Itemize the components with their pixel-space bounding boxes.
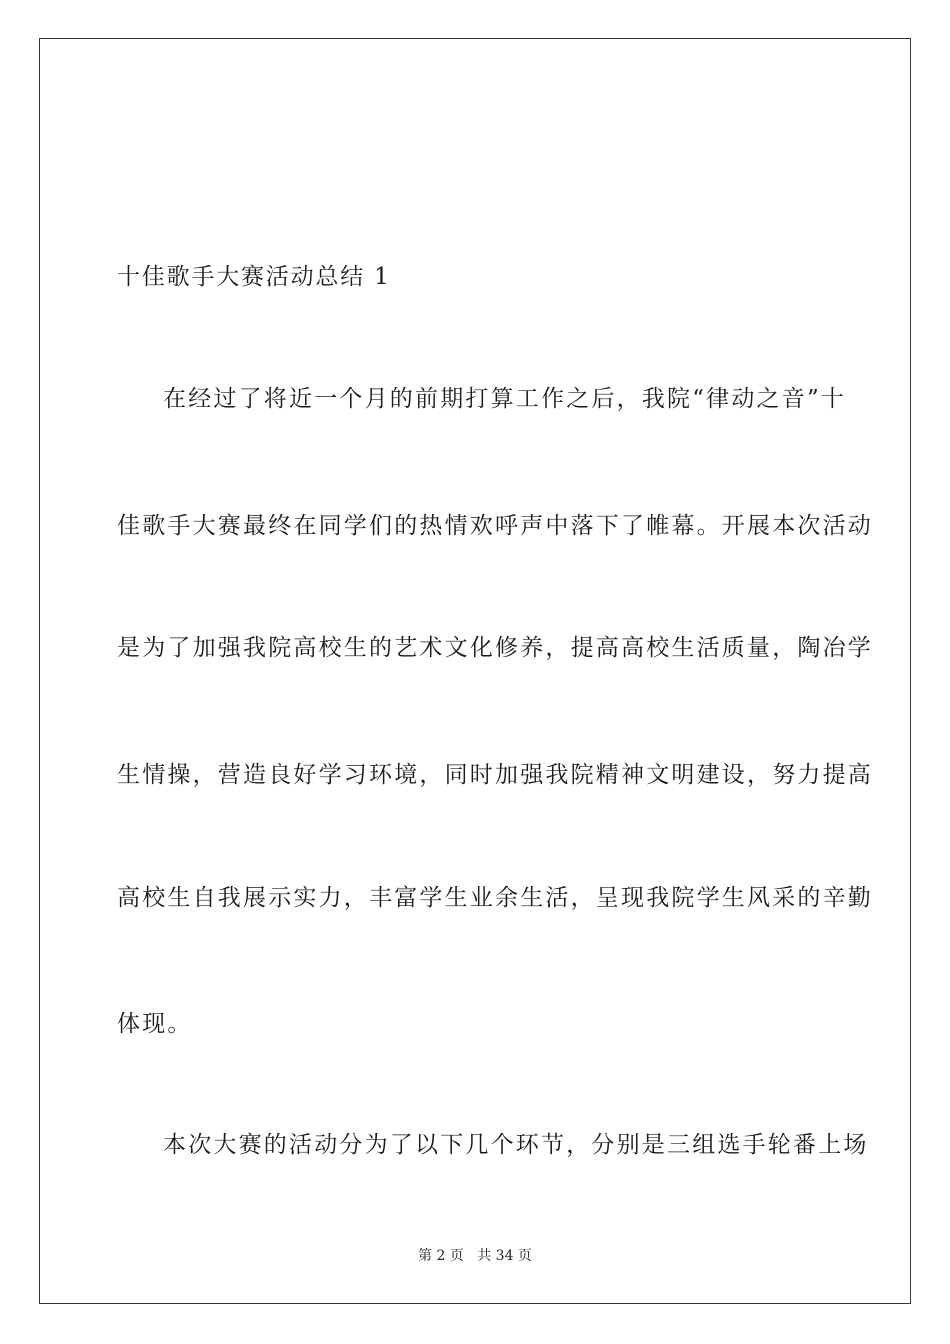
paragraph-line: 生情操，营造良好学习环境，同时加强我院精神文明建设，努力提高	[117, 762, 873, 788]
total-pages: 共 34 页	[477, 1248, 532, 1264]
paragraph-line: 在经过了将近一个月的前期打算工作之后，我院“律动之音”十	[163, 386, 847, 412]
paragraph-line: 体现。	[117, 1011, 193, 1037]
paragraph-line: 本次大赛的活动分为了以下几个环节，分别是三组选手轮番上场	[163, 1132, 869, 1158]
document-title: 十佳歌手大赛活动总结 1	[117, 264, 391, 290]
page-number: 第 2 页	[418, 1248, 464, 1264]
paragraph-line: 佳歌手大赛最终在同学们的热情欢呼声中落下了帷幕。开展本次活动	[117, 513, 873, 539]
paragraph-line: 高校生自我展示实力，丰富学生业余生活，呈现我院学生风采的辛勤	[117, 885, 873, 911]
page-border	[39, 38, 911, 1304]
page-footer	[0, 1247, 950, 1265]
paragraph-line: 是为了加强我院高校生的艺术文化修养，提高高校生活质量，陶冶学	[117, 635, 873, 661]
